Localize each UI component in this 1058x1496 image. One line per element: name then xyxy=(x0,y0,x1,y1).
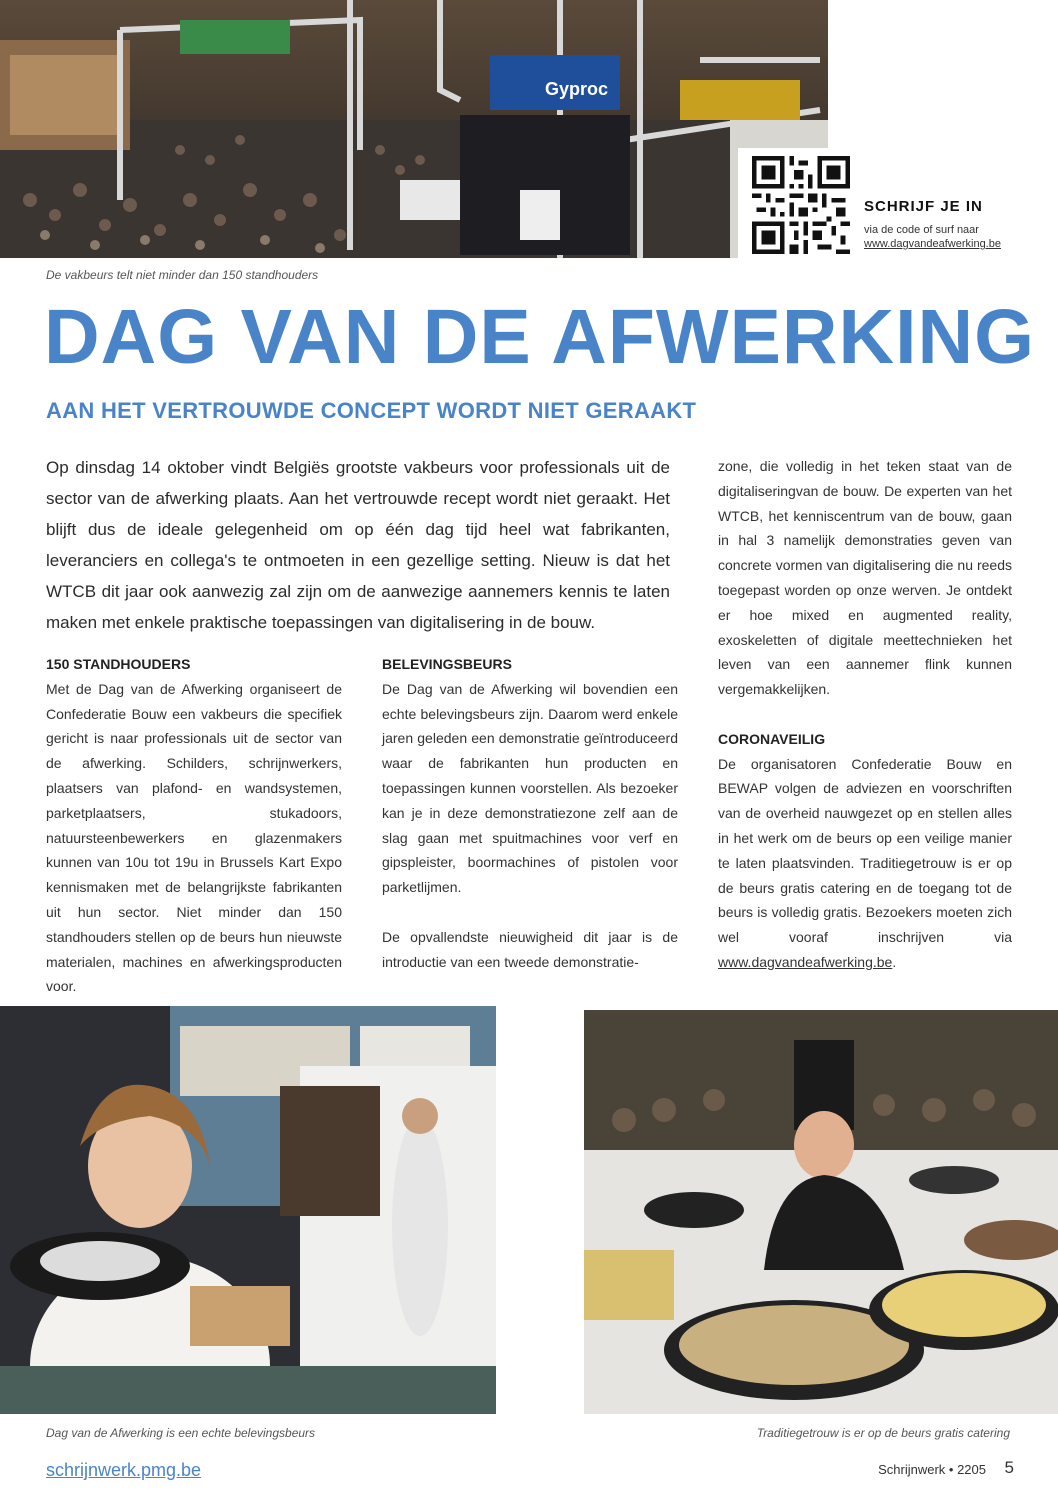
footer-magazine-issue: Schrijnwerk • 2205 xyxy=(878,1462,986,1477)
section-heading-belevingsbeurs: BELEVINGSBEURS xyxy=(382,656,512,672)
photo-right-caption: Traditiegetrouw is er op de beurs gratis catering xyxy=(756,1426,1010,1440)
section-text-nieuwigheid: De opvallendste nieuwigheid dit jaar is de introductie van een tweede demonstratie- xyxy=(382,928,678,970)
booth-sign: Gyproc xyxy=(545,79,609,99)
article-subtitle: AAN HET VERTROUWDE CONCEPT WORDT NIET GERAAKT xyxy=(46,398,697,423)
signup-url-link[interactable]: www.dagvandeafwerking.be xyxy=(864,238,1001,250)
hero-caption: De vakbeurs telt niet minder dan 150 standhouders xyxy=(46,268,319,282)
article-intro: Op dinsdag 14 oktober vindt Belgiës grootste vakbeurs voor professionals uit de sector van de afwerking plaats. Aan het vertrouwde recept wordt niet geraakt. Het blijft dus de ideale gelegenheid om op één dag tijd heel wat fabrikanten, leveranciers en collega's te ontmoeten in een gezellige setting. Nieuw is dat het WTCB dit jaar ook aanwezig zal zijn om de aanwezige aannemers kennis te laten maken met enkele praktische toepassingen van digitalisering in de bouw. xyxy=(46,458,670,632)
article-column-3 xyxy=(718,454,1012,975)
article-title: DAG VAN DE AFWERKING xyxy=(44,294,1036,380)
photo-painting-demonstration xyxy=(0,1006,496,1414)
footer-page-number: 5 xyxy=(1004,1458,1014,1477)
signup-box xyxy=(738,148,1058,260)
article-column-2 xyxy=(382,652,678,974)
hero-photo-trade-fair xyxy=(0,0,828,258)
photo-left-caption: Dag van de Afwerking is een echte belevingsbeurs xyxy=(46,1426,316,1440)
signup-title: SCHRIJF JE IN xyxy=(864,198,983,215)
photo-catering xyxy=(584,1010,1058,1414)
signup-subtitle: via de code of surf naar xyxy=(864,224,979,236)
section-heading-standhouders: 150 STANDHOUDERS xyxy=(46,656,191,672)
footer-website-link[interactable]: schrijnwerk.pmg.be xyxy=(46,1460,202,1480)
section-heading-coronaveilig: CORONAVEILIG xyxy=(718,730,826,747)
section-text-belevingsbeurs: De Dag van de Afwerking wil bovendien een echte belevingsbeurs zijn. Daarom werd enkele jaren geleden een demonstratie geïntroduceerd waar de fabrikanten hun producten en toepassingen kunnen voorstellen. Als bezoeker kan je in deze demonstratiezone zelf aan de slag gaan met spuitmachines voor verf en gipspleister, boormachines of pistolen voor parketlijmen. xyxy=(382,680,678,896)
section-text-digitalisering: zone, die volledig in het teken staat van de digitaliseringvan de bouw. De experten van het WTCB, het kenniscentrum van de bouw, gaan in hal 3 namelijk demonstraties geven van concrete vormen van digitalisering die nu reeds toegepast worden op onze werven. Je ontdekt er hoe mixed en augmented reality, exoskeletten of digitale meettechnieken het leven van een aannemer flink kunnen vergemakkelijken. xyxy=(718,458,1012,698)
coronaveilig-text: De organisatoren Confederatie Bouw en BEWAP volgen de adviezen en voorschriften van de overheid nauwgezet op en stellen alles in het werk om de beurs op een veilige manier te laten plaatsvinden. Traditiegetrouw is er op de beurs gratis catering en de toegang tot de beurs is volledig gratis. Bezoekers moeten zich wel vooraf inschrijven via xyxy=(718,755,1012,946)
section-text-coronaveilig xyxy=(718,752,1012,975)
section-text-standhouders: Met de Dag van de Afwerking organiseert de Confederatie Bouw een vakbeurs die specifiek gericht is naar professionals uit de sector van de afwerking. Schilders, schrijnwerkers, plaatsers van plafond- en wandsystemen, parketplaatsers, stukadoors, natuursteenbewerkers en glazenmakers kunnen van 10u tot 19u in Brussels Kart Expo kennismaken met de belangrijkste fabrikanten uit hun sector. Niet minder dan 150 standhouders stellen op de beurs hun nieuwste materialen, machines en afwerkingsproducten voor. xyxy=(46,680,342,995)
qr-code[interactable] xyxy=(752,156,850,254)
signup-link[interactable]: www.dagvandeafwerking.be xyxy=(718,953,893,970)
article-column-1 xyxy=(46,652,342,999)
sentence-end: . xyxy=(892,953,897,970)
